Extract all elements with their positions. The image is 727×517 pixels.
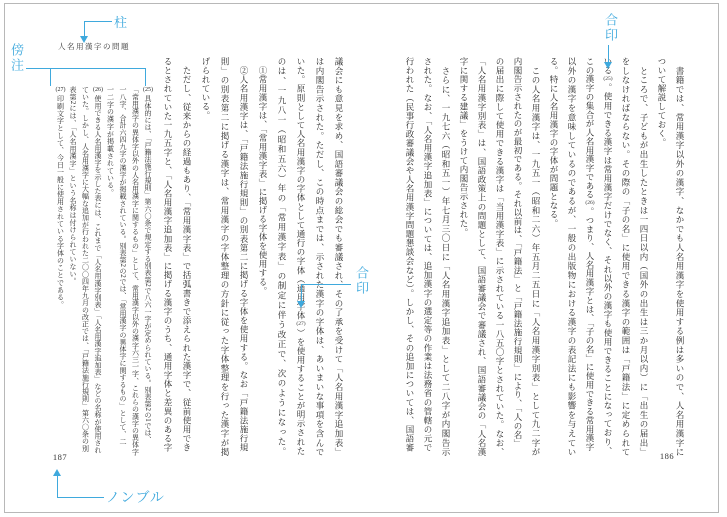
nombre-arrow-icon xyxy=(53,469,61,476)
note-ref-mark: (25) xyxy=(143,87,153,93)
margin-note-column: (27)印刷文字として、今日一般に使用されている字体のことである。 xyxy=(55,87,66,309)
note-ref-mark: (26) xyxy=(585,200,595,207)
text-column: は内閣告示された。ただし、この時点までは、示された漢字の字体は、あいまいな事項を含んで xyxy=(315,57,325,457)
text-column: る。特に人名用漢字の字体が問題となる。 xyxy=(549,57,559,228)
hashira-arrow-icon xyxy=(80,36,88,43)
margin-note-column: 表第2には、「人名用漢字」という名称は付けられていない。 xyxy=(69,86,77,285)
margin-note-column: 「常用漢字の異体字以外の人名用漢字に関するもの」として、常用漢字以外の漢字六三一字、これらの漢字の異体字 xyxy=(131,86,140,456)
note-ref-mark: (25) xyxy=(603,76,613,83)
hashira-callout-line xyxy=(84,21,85,36)
aijirushi-mid-arrow-icon xyxy=(297,301,305,308)
aijirushi-top-arrow-icon xyxy=(604,62,612,69)
text-column: 字に関する建議」をうけて内閣告示された。 xyxy=(459,57,469,237)
page-186-text-block xyxy=(401,57,689,461)
bochu-bracket-line xyxy=(26,68,146,69)
bochu-bracket-tick xyxy=(50,68,51,86)
hashira-label: 柱 xyxy=(114,15,129,30)
hashira-callout-line xyxy=(84,21,112,22)
page-187-text-block xyxy=(158,57,348,461)
aijirushi-mid-callout-line xyxy=(301,284,302,302)
text-column: ②人名用漢字は、「戸籍法施行規則」の別表第二に掲げる字体を使用する。なお「戸籍法施行規 xyxy=(239,57,249,453)
text-column: をしなければならない。その際の「子の名」に使用できる漢字の範囲は「戸籍法」に定められて xyxy=(621,57,631,457)
text-column: さらに、一九七六（昭和五一）年七月三〇日に「人名用漢字追加表」として二八字が内閣告示 xyxy=(441,57,451,457)
text-column: この人名用漢字は、一九五一（昭和二六）年五月二五日に「人名用漢字別表」として九二字が xyxy=(531,57,541,457)
aijirushi-label-mid: 合印 xyxy=(354,266,369,296)
text-column: ただし、従来からの経過もあり、「常用漢字表」で括弧書きで添えられた漢字で、従前使用でき xyxy=(182,57,192,453)
text-column: 書籍では、常用漢字以外の漢字、なかでも人名用漢字を使用する例は多いので、人名用漢字に xyxy=(675,57,685,457)
text-column: ①常用漢字は、「常用漢字表」に掲げる字体を使用する。 xyxy=(258,57,268,296)
aijirushi-label-top: 合印 xyxy=(603,13,618,43)
text-column: の届出に際して使用できる漢字は「当用漢字表」に示されている一八五〇字とされていた。なお、 xyxy=(495,57,505,457)
page-number-186: 186 xyxy=(659,451,675,461)
text-column: 行われた（民事行政審議会や人名用漢字問題懇談会など）。しかし、その追加については、国語審 xyxy=(405,57,415,453)
text-column: のは、一九八一（昭和五六）年の「常用漢字表」の制定に伴う改正で、次のようになった。 xyxy=(277,57,287,457)
text-column: ところで、子どもが出生したときは一四日以内（国外の出生は三か月以内）に「出生の届出」 xyxy=(639,57,649,457)
text-column: いた。原則として人名用漢字の字体として通行の字体（通用字体(27)）を使用することが明示された xyxy=(296,57,306,456)
bochu-label: 傍注 xyxy=(9,43,24,73)
text-column: 則」の別表第二に掲げる漢字は、常用漢字の字体整理の方針に従った字体整理を行った漢字が掲 xyxy=(220,57,230,457)
note-ref-mark: (27) xyxy=(55,87,66,93)
margin-note-column: 一八字、合計六四九字の漢字が掲載されている。別表第2の2では、「常用漢字の異体字に関するもの」として、二 xyxy=(119,86,127,445)
text-column: 議会にも意見を求め、国語審議会の総会でも審議され、その了承を受けて「人名用漢字追加表」 xyxy=(334,57,344,457)
margin-note-column: ていた。しかし、人名用漢字に大幅な追加が行われた二〇〇四年九月の改正では、「戸籍法施行規則」第六〇条の別 xyxy=(81,86,90,452)
text-column: 内閣告示されたのが最初である。それ以前は、「戸籍法」と「戸籍法施行規則」により、「人の名」 xyxy=(513,57,523,449)
aijirushi-mid-callout-line xyxy=(301,284,351,285)
margin-note-column: (25)具体的には、「戸籍法施行規則」第六〇条で規定する別表第2で八六一字が定められている。別表第2の1では、 xyxy=(143,87,153,444)
text-column: された。なお、「人名用漢字追加表」については、追加漢字の選定等の作業は法務省の管轄の元で xyxy=(423,57,433,453)
note-ref-mark: (26) xyxy=(93,87,103,93)
page-187-margin-notes xyxy=(54,86,154,458)
text-column: ついて解説しておく。 xyxy=(657,57,667,147)
text-column: 「人名用漢字別表」は、国語政策上の問題として、国語審議会で審議され、国語審議会の「人名漢 xyxy=(477,57,487,457)
margin-note-column: (26)使用できる人名用漢字を示した表には、これまで「人名用漢字別表」「人名用漢字追加表」などの名称が使用され xyxy=(93,87,103,454)
bochu-bracket-tick xyxy=(145,68,146,86)
nombre-callout-line xyxy=(57,476,58,497)
text-column: るとされていた一九五字と、「人名用漢字追加表」に掲げる漢字のうち、通用字体と差異のある字 xyxy=(163,57,173,453)
margin-note-column: 一二字の漢字が掲載されている。 xyxy=(106,86,115,197)
text-column: げられている。 xyxy=(201,57,211,120)
aijirushi-top-callout-line xyxy=(608,45,609,63)
note-ref-mark: (27) xyxy=(296,321,306,328)
text-column: 以外の漢字を意味しているのであるが、一般の出版物における漢字の表記法にも影響を与えてい xyxy=(567,57,577,457)
text-column: いる(25)。使用できる漢字は常用漢字だけでなく、それ以外の漢字も使用できることになっており、 xyxy=(603,57,613,456)
page-number-187: 187 xyxy=(52,452,68,462)
nombre-callout-line xyxy=(57,497,104,498)
nombre-label: ノンブル xyxy=(106,489,165,505)
text-column: この漢字の集合が人名用漢字である(26)。つまり、人名用漢字とは、「子の名」に使用できる常用漢字 xyxy=(585,57,595,452)
running-head: 人名用漢字の問題 xyxy=(58,42,130,51)
